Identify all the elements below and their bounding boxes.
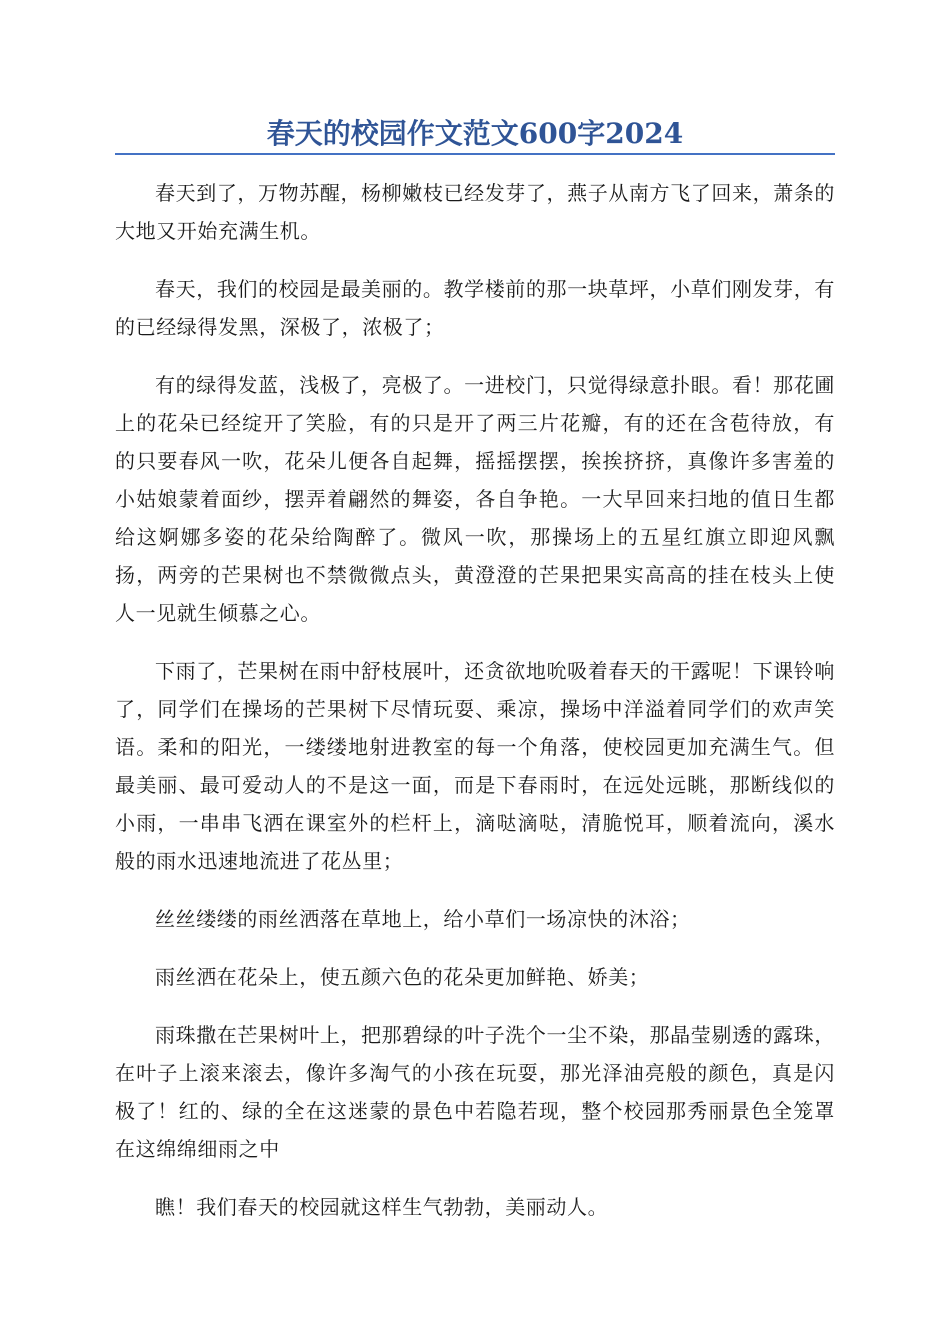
paragraph-1: 春天到了，万物苏醒，杨柳嫩枝已经发芽了，燕子从南方飞了回来，萧条的大地又开始充满生机。: [115, 181, 835, 243]
paragraph-8: 瞧！我们春天的校园就这样生气勃勃，美丽动人。: [155, 1195, 609, 1219]
paragraph-7: 雨珠撒在芒果树叶上，把那碧绿的叶子洗个一尘不染，那晶莹剔透的露珠，在叶子上滚来滚去，像许多淘气的小孩在玩耍，那光泽油亮般的颜色，真是闪极了！红的、绿的全在这迷蒙的景色中若隐若现，整个校园那秀丽景色全笼罩在这绵绵细雨之中: [115, 1023, 835, 1161]
paragraph-2: 春天，我们的校园是最美丽的。教学楼前的那一块草坪，小草们刚发芽，有的已经绿得发黑，深极了，浓极了；: [115, 277, 835, 339]
paragraph-4: 下雨了，芒果树在雨中舒枝展叶，还贪欲地吮吸着春天的干露呢！下课铃响了，同学们在操场的芒果树下尽情玩耍、乘凉，操场中洋溢着同学们的欢声笑语。柔和的阳光，一缕缕地射进教室的每一个角落，使校园更加充满生气。但最美丽、最可爱动人的不是这一面，而是下春雨时，在远处远眺，那断线似的小雨，一串串飞洒在课室外的栏杆上，滴哒滴哒，清脆悦耳，顺着流向，溪水般的雨水迅速地流进了花丛里；: [115, 659, 835, 873]
paragraph-5: 丝丝缕缕的雨丝洒落在草地上，给小草们一场凉快的沐浴；: [155, 907, 691, 931]
page-title: 春天的校园作文范文600字2024: [266, 117, 684, 150]
paragraph-6: 雨丝洒在花朵上，使五颜六色的花朵更加鲜艳、娇美；: [155, 965, 650, 989]
paragraph-3: 有的绿得发蓝，浅极了，亮极了。一进校门，只觉得绿意扑眼。看！那花圃上的花朵已经绽开了笑脸，有的只是开了两三片花瓣，有的还在含苞待放，有的只要春风一吹，花朵儿便各自起舞，摇摇摆摆，挨挨挤挤，真像许多害羞的小姑娘蒙着面纱，摆弄着翩然的舞姿，各自争艳。一大早回来扫地的值日生都给这婀娜多姿的花朵给陶醉了。微风一吹，那操场上的五星红旗立即迎风飘扬，两旁的芒果树也不禁微微点头，黄澄澄的芒果把果实高高的挂在枝头上使人一见就生倾慕之心。: [115, 373, 835, 625]
title-underline: [115, 153, 835, 155]
article-body: [115, 174, 835, 1246]
